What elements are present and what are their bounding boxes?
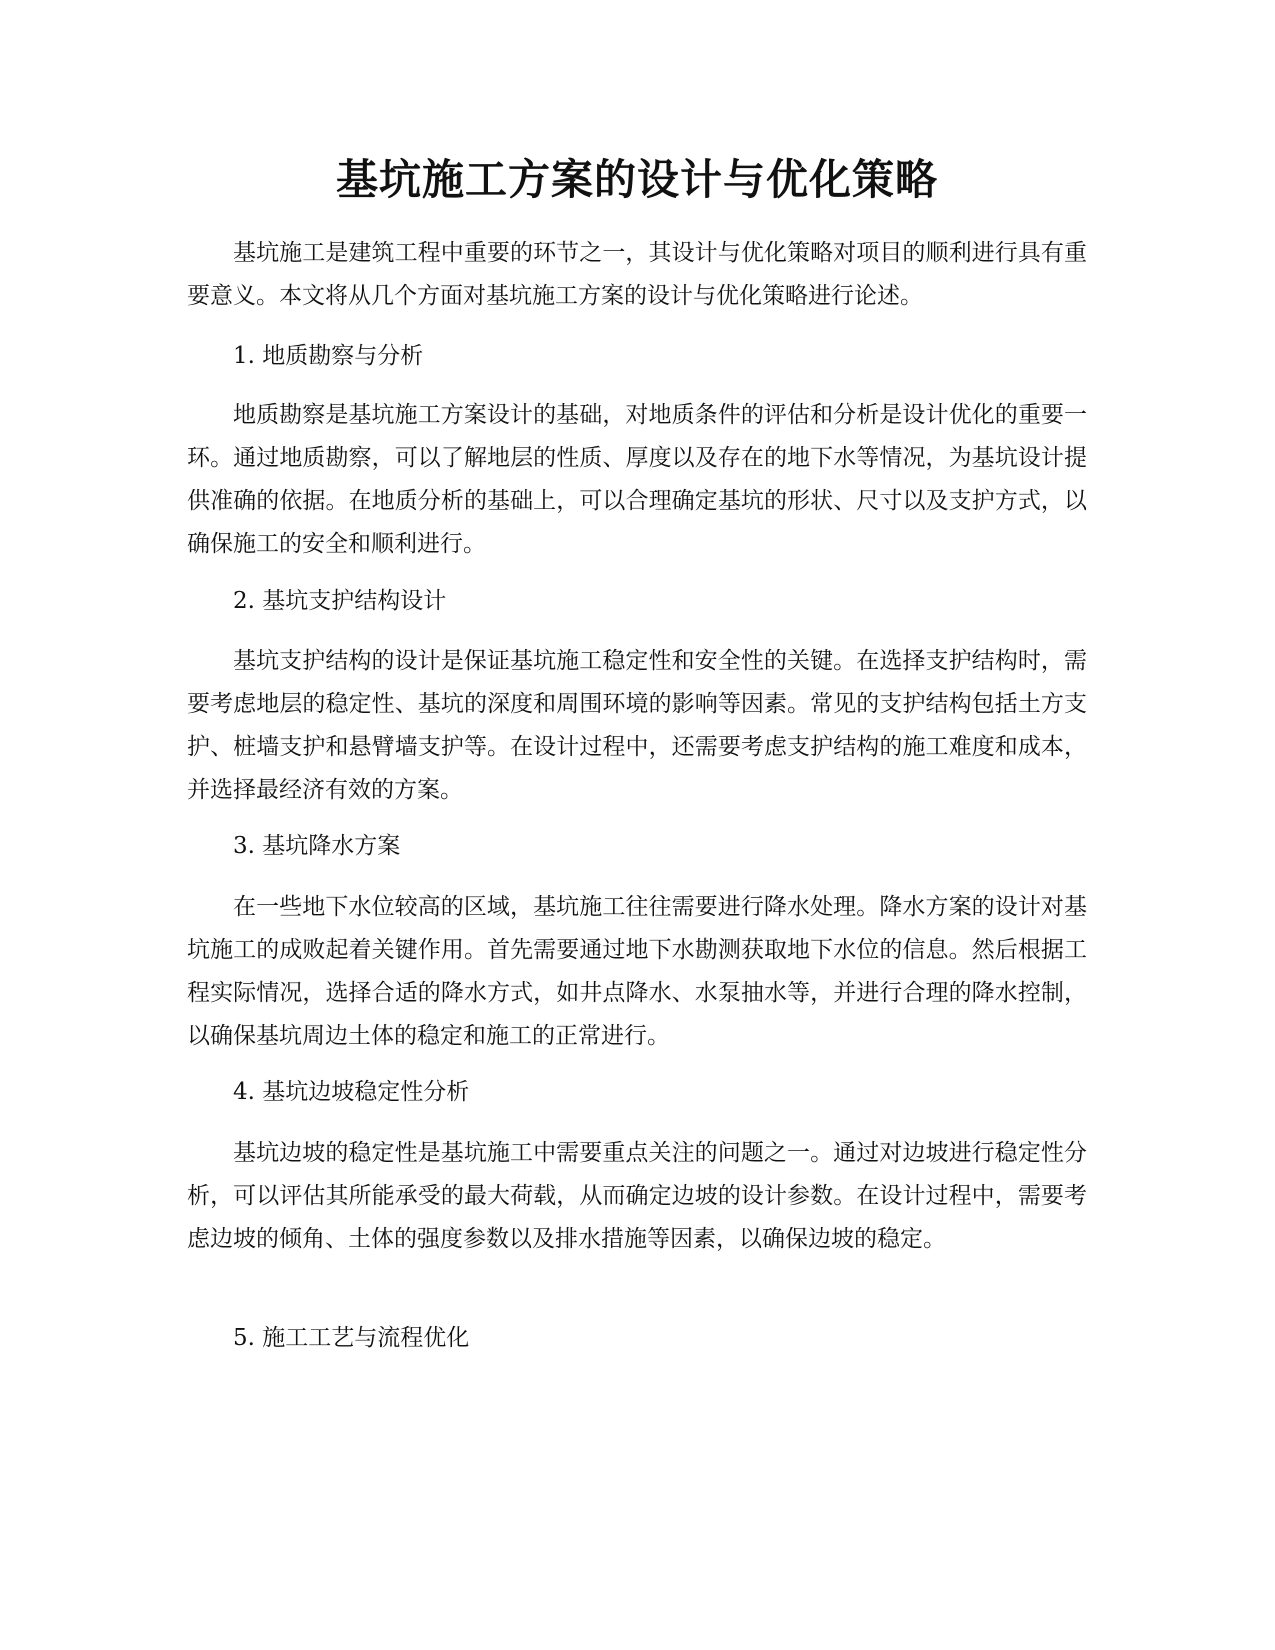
intro-paragraph: 基坑施工是建筑工程中重要的环节之一，其设计与优化策略对项目的顺利进行具有重要意义。本文将从几个方面对基坑施工方案的设计与优化策略进行论述。 [187,240,1087,309]
section-heading-4: 4. 基坑边坡稳定性分析 [233,1079,470,1105]
section-heading-2: 2. 基坑支护结构设计 [233,588,447,614]
section-body-2: 基坑支护结构的设计是保证基坑施工稳定性和安全性的关键。在选择支护结构时，需要考虑地层的稳定性、基坑的深度和周围环境的影响等因素。常见的支护结构包括土方支护、桩墙支护和悬臂墙支护等。在设计过程中，还需要考虑支护结构的施工难度和成本，并选择最经济有效的方案。 [187,648,1087,803]
section-body-4: 基坑边坡的稳定性是基坑施工中需要重点关注的问题之一。通过对边坡进行稳定性分析，可以评估其所能承受的最大荷载，从而确定边坡的设计参数。在设计过程中，需要考虑边坡的倾角、土体的强度参数以及排水措施等因素，以确保边坡的稳定。 [187,1140,1087,1252]
section-heading-3: 3. 基坑降水方案 [233,833,401,859]
section-heading-5: 5. 施工工艺与流程优化 [233,1325,470,1351]
section-body-1: 地质勘察是基坑施工方案设计的基础，对地质条件的评估和分析是设计优化的重要一环。通过地质勘察，可以了解地层的性质、厚度以及存在的地下水等情况，为基坑设计提供准确的依据。在地质分析的基础上，可以合理确定基坑的形状、尺寸以及支护方式，以确保施工的安全和顺利进行。 [187,402,1087,557]
section-body-3: 在一些地下水位较高的区域，基坑施工往往需要进行降水处理。降水方案的设计对基坑施工的成败起着关键作用。首先需要通过地下水勘测获取地下水位的信息。然后根据工程实际情况，选择合适的降水方式，如井点降水、水泵抽水等，并进行合理的降水控制，以确保基坑周边土体的稳定和施工的正常进行。 [187,894,1087,1049]
section-heading-1: 1. 地质勘察与分析 [233,343,424,369]
document-title: 基坑施工方案的设计与优化策略 [335,155,938,204]
